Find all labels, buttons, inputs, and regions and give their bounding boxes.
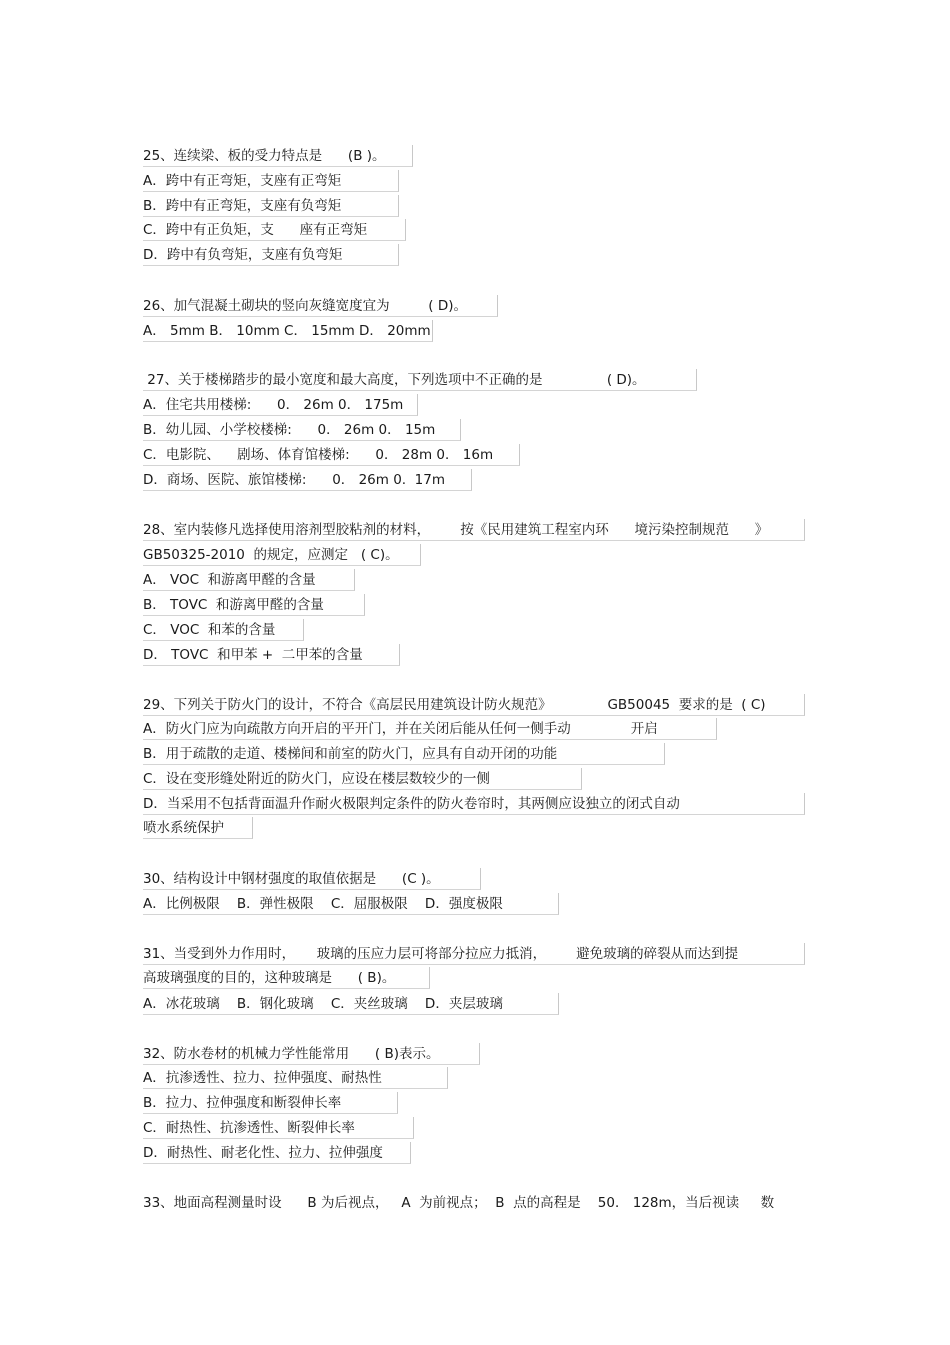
q26-options: A． 5mm B． 10mm C． 15mm D． 20mm [143, 320, 433, 342]
q25-stem: 25、连续梁、板的受力特点是 (B )。 [143, 145, 413, 167]
q29-option-b: B．用于疏散的走道、楼梯间和前室的防火门，应具有自动开闭的功能 [143, 743, 665, 765]
q30-options: A．比例极限 B．弹性极限 C．屈服极限 D．强度极限 [143, 893, 559, 915]
q32-option-a: A．抗渗透性、拉力、拉伸强度、耐热性 [143, 1067, 448, 1089]
q28-option-b: B． TOVC 和游离甲醛的含量 [143, 594, 365, 616]
q27-stem: 27、关于楼梯踏步的最小宽度和最大高度，下列选项中不正确的是 ( D)。 [143, 369, 697, 391]
q25-option-b: B．跨中有正弯矩，支座有负弯矩 [143, 195, 399, 217]
q32-option-b: B．拉力、拉伸强度和断裂伸长率 [143, 1092, 398, 1114]
q33-stem: 33、地面高程测量时设 B 为后视点， A 为前视点； B 点的高程是 50． 128m，当后视读 数 [143, 1195, 775, 1211]
q28-stem-line1: 28、室内装修凡选择使用溶剂型胶粘剂的材料， 按《民用建筑工程室内环 境污染控制规范 》 [143, 519, 805, 541]
q25-option-a: A．跨中有正弯矩，支座有正弯矩 [143, 170, 399, 192]
q29-option-c: C．设在变形缝处附近的防火门，应设在楼层数较少的一侧 [143, 768, 582, 790]
q25-option-d: D．跨中有负弯矩，支座有负弯矩 [143, 244, 399, 266]
q31-stem-line2: 高玻璃强度的目的，这种玻璃是 ( B)。 [143, 967, 430, 989]
q28-option-a: A． VOC 和游离甲醛的含量 [143, 569, 355, 591]
q28-stem-line2: GB50325-2010 的规定，应测定 ( C)。 [143, 544, 421, 566]
q27-option-c: C．电影院、 剧场、体育馆楼梯: 0． 28m 0． 16m [143, 444, 520, 466]
q28-option-c: C． VOC 和苯的含量 [143, 619, 304, 641]
q32-option-d: D．耐热性、耐老化性、拉力、拉伸强度 [143, 1142, 411, 1164]
q28-option-d: D． TOVC 和甲苯 + 二甲苯的含量 [143, 644, 400, 666]
q27-option-a: A．住宅共用楼梯: 0． 26m 0． 175m [143, 394, 418, 416]
q27-option-b: B．幼儿园、小学校楼梯: 0． 26m 0． 15m [143, 419, 461, 441]
q25-option-c: C．跨中有正负矩，支 座有正弯矩 [143, 219, 406, 241]
q30-stem: 30、结构设计中钢材强度的取值依据是 (C )。 [143, 868, 481, 890]
q32-stem: 32、防水卷材的机械力学性能常用 ( B)表示。 [143, 1043, 480, 1065]
q26-stem: 26、加气混凝土砌块的竖向灰缝宽度宜为 ( D)。 [143, 295, 498, 317]
q29-stem: 29、下列关于防火门的设计，不符合《高层民用建筑设计防火规范》 GB50045 要求的是 ( C) [143, 694, 805, 716]
q31-options: A．冰花玻璃 B．钢化玻璃 C．夹丝玻璃 D．夹层玻璃 [143, 993, 559, 1015]
q29-option-d-line2: 喷水系统保护 [143, 817, 253, 839]
q32-option-c: C．耐热性、抗渗透性、断裂伸长率 [143, 1117, 414, 1139]
q27-option-d: D．商场、医院、旅馆楼梯: 0． 26m 0. 17m [143, 469, 472, 491]
q29-option-d-line1: D．当采用不包括背面温升作耐火极限判定条件的防火卷帘时，其两侧应设独立的闭式自动 [143, 793, 805, 815]
q31-stem-line1: 31、当受到外力作用时， 玻璃的压应力层可将部分拉应力抵消， 避免玻璃的碎裂从而达到提 [143, 943, 805, 965]
q29-option-a: A．防火门应为向疏散方向开启的平开门，并在关闭后能从任何一侧手动 开启 [143, 718, 717, 740]
